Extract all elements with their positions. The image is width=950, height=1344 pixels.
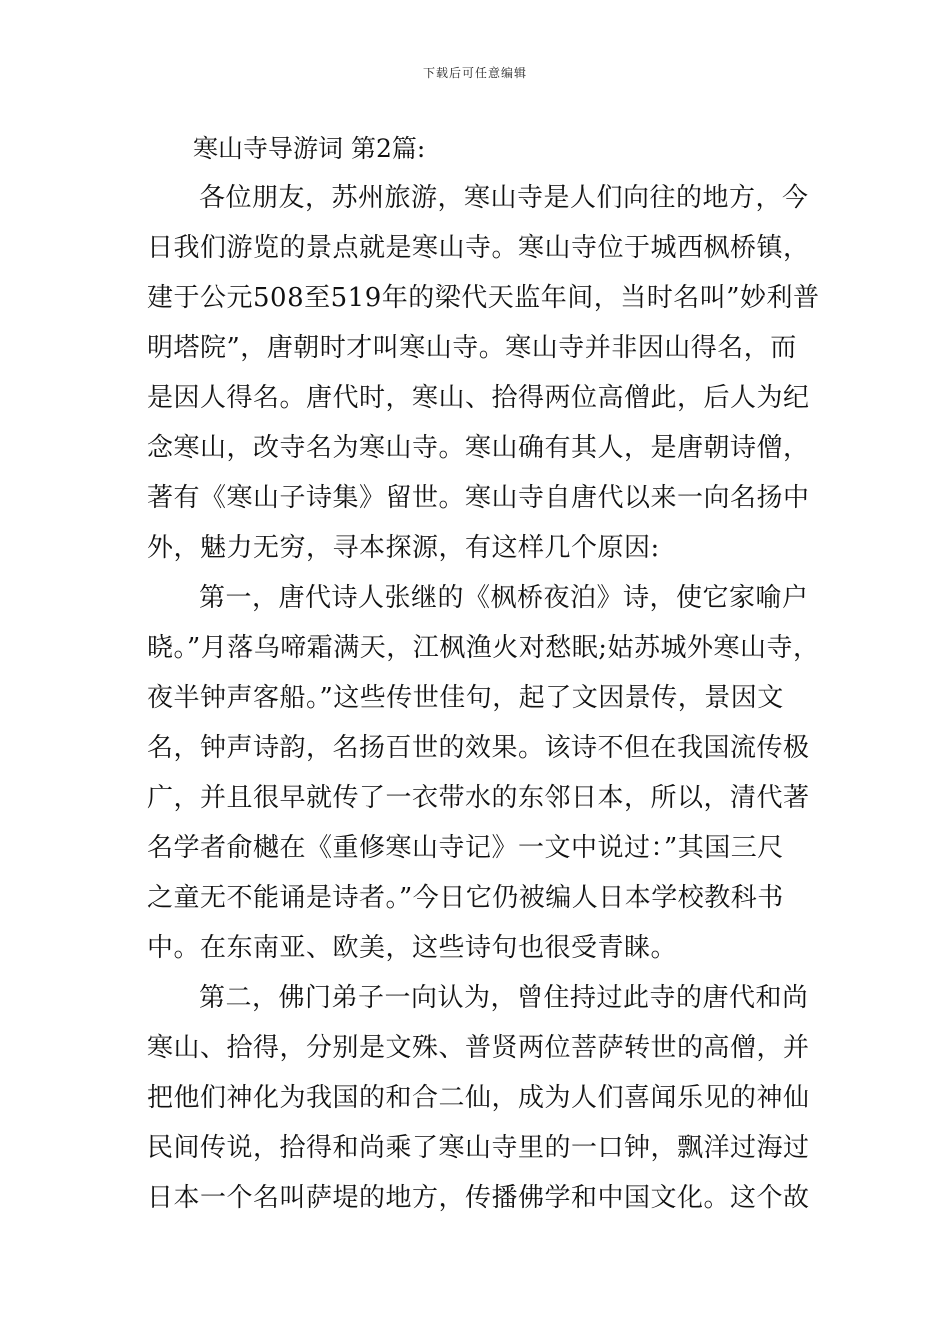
text-line: 民间传说，拾得和尚乘了寒山寺里的一口钟，飘洋过海过 bbox=[147, 1133, 810, 1163]
text-line: 日我们游览的景点就是寒山寺。寒山寺位于城西枫桥镇， bbox=[147, 233, 810, 263]
text-line: 第二，佛门弟子一向认为，曾住持过此寺的唐代和尚 bbox=[199, 983, 809, 1013]
text-line: 夜半钟声客船。”这些传世佳句，起了文因景传，景因文 bbox=[147, 683, 784, 713]
text-line: 建于公元508至519年的梁代天监年间，当时名叫”妙利普 bbox=[147, 283, 820, 313]
text-line: 外，魅力无穷，寻本探源，有这样几个原因: bbox=[147, 533, 660, 563]
text-line: 晓。”月落乌啼霜满天，江枫渔火对愁眠;姑苏城外寒山寺， bbox=[147, 633, 820, 663]
text-line: 把他们神化为我国的和合二仙，成为人们喜闻乐见的神仙 bbox=[147, 1083, 810, 1113]
text-line: 各位朋友，苏州旅游，寒山寺是人们向往的地方，今 bbox=[199, 183, 809, 213]
text-line: 之童无不能诵是诗者。”今日它仍被编人日本学校教科书 bbox=[147, 883, 784, 913]
text-line: 寒山、拾得，分别是文殊、普贤两位菩萨转世的高僧，并 bbox=[147, 1033, 810, 1063]
text-line: 名，钟声诗韵，名扬百世的效果。该诗不但在我国流传极 bbox=[147, 733, 810, 763]
article-heading: 寒山寺导游词 第2篇: bbox=[193, 134, 426, 163]
text-line: 日本一个名叫萨堤的地方，传播佛学和中国文化。这个故 bbox=[147, 1183, 810, 1213]
text-line: 中。在东南亚、欧美，这些诗句也很受青睐。 bbox=[147, 933, 678, 963]
text-line: 名学者俞樾在《重修寒山寺记》一文中说过：”其国三尺 bbox=[147, 833, 784, 863]
text-line: 著有《寒山子诗集》留世。寒山寺自唐代以来一向名扬中 bbox=[147, 483, 810, 513]
text-line: 广，并且很早就传了一衣带水的东邻日本，所以，清代著 bbox=[147, 783, 810, 813]
text-line: 是因人得名。唐代时，寒山、拾得两位高僧此，后人为纪 bbox=[147, 383, 810, 413]
text-line: 明塔院”，唐朝时才叫寒山寺。寒山寺并非因山得名，而 bbox=[147, 333, 797, 363]
text-line: 第一，唐代诗人张继的《枫桥夜泊》诗，使它家喻户 bbox=[199, 583, 809, 613]
text-line: 念寒山，改寺名为寒山寺。寒山确有其人，是唐朝诗僧， bbox=[147, 433, 810, 463]
header-note: 下载后可任意编辑 bbox=[422, 66, 527, 80]
